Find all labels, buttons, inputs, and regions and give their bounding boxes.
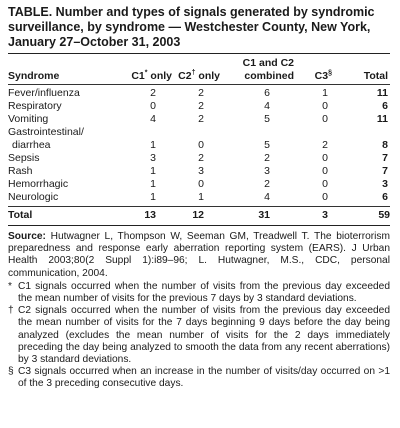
cell-c2: 2: [198, 152, 204, 164]
col-header-combined: combined: [220, 69, 294, 85]
signals-table: [8, 54, 390, 226]
table-row: [8, 152, 390, 165]
cell-c2: 2: [198, 100, 204, 112]
cell-c3: 0: [322, 165, 328, 177]
cell-total: 6: [382, 191, 388, 203]
cell-c1: 1: [150, 139, 156, 151]
cell-c3: 0: [322, 152, 328, 164]
cell-combined: 4: [264, 100, 270, 112]
cell-c1: 1: [150, 165, 156, 177]
cell-c3: 0: [322, 113, 328, 125]
cell-c3: 1: [322, 87, 328, 99]
cell-combined: 4: [264, 191, 270, 203]
table-row: [8, 191, 390, 207]
footnote-c2: [8, 305, 390, 366]
cell-total: 8: [382, 139, 388, 151]
table-row: [8, 85, 390, 101]
col-header-total: Total: [332, 69, 390, 85]
cell-c2: 12: [172, 207, 220, 226]
cell-c2: 1: [198, 191, 204, 203]
cell-syndrome: Neurologic: [8, 191, 59, 203]
header-group-label: C1 and C2: [242, 57, 294, 69]
cell-total: 3: [382, 178, 388, 190]
cell-total: 7: [382, 165, 388, 177]
cell-combined: 5: [264, 113, 270, 125]
cell-c1: 13: [120, 207, 172, 226]
footnote-text: C2 signals occurred when the number of visits from the previous day exceeded the mean number of visits for the 7 days beginning 9 days before the day being analyzed (excludes the mean number of visits for the 2 days immediately preceding the day being analyzed to smooth the data from any recent aberrations) by 3 standard deviations.: [18, 305, 390, 366]
cell-syndrome: Sepsis: [8, 152, 40, 164]
cell-syndrome: Vomiting: [8, 113, 49, 125]
footnote-c1: [8, 281, 390, 305]
source-label: Source:: [8, 231, 46, 242]
col-header-c3: C3§: [294, 69, 332, 85]
cell-combined: 5: [264, 139, 270, 151]
cell-total: 11: [376, 113, 388, 125]
cell-combined: 2: [264, 152, 270, 164]
cell-total: 11: [376, 87, 388, 99]
footnote-c3: [8, 366, 390, 390]
footnote-text: C1 signals occurred when the number of visits from the previous day exceeded the mean number of visits for the previous 7 days by 3 standard deviations.: [18, 280, 390, 305]
table-header-row: [8, 69, 390, 85]
cell-total: 7: [382, 152, 388, 164]
col-header-c1: C1* only: [120, 69, 172, 85]
cell-total: 59: [332, 207, 390, 226]
source-text: Hutwagner L, Thompson W, Seeman GM, Treadwell T. The bioterrorism preparedness and response early aberration reporting system (EARS). J Urban Health 2003;80(2 Suppl 1):i89–96; L. Hutwagner, M.S., CDC, personal communication, 2004.: [8, 231, 390, 279]
cell-c1: 1: [150, 191, 156, 203]
cell-total: 6: [382, 100, 388, 112]
cell-syndrome: Respiratory: [8, 100, 62, 112]
cell-combined: 3: [264, 165, 270, 177]
cell-c1: 0: [150, 100, 156, 112]
cell-syndrome: Fever/influenza: [8, 87, 80, 99]
cell-c2: 3: [198, 165, 204, 177]
cell-c3: 0: [322, 178, 328, 190]
cell-combined: 6: [264, 87, 270, 99]
cell-combined: 2: [264, 178, 270, 190]
table-notes: [8, 231, 390, 391]
total-row: [8, 207, 390, 226]
cell-c3: 3: [294, 207, 332, 226]
cell-syndrome: Total: [8, 207, 120, 226]
cell-combined: 31: [220, 207, 294, 226]
table-title: TABLE. Number and types of signals generated by syndromic surveillance, by syndrome — Westchester County, New York, January 27–October 31, 2003: [8, 5, 375, 49]
footnote-mark: †: [8, 305, 14, 317]
source-note: [8, 231, 390, 280]
table-row: [8, 126, 390, 139]
cell-c2: 0: [198, 139, 204, 151]
footnote-text: C3 signals occurred when an increase in the number of visits/day occurred on >1 of the 3 preceding consecutive days.: [18, 366, 390, 390]
footnote-mark: *: [8, 280, 12, 292]
cell-c3: 0: [322, 100, 328, 112]
document: [8, 5, 390, 391]
col-header-syndrome: Syndrome: [8, 69, 120, 85]
table-row: [8, 100, 390, 113]
cell-c1: 3: [150, 152, 156, 164]
cell-syndrome: Hemorrhagic: [8, 178, 69, 190]
table-row: [8, 178, 390, 191]
cell-c1: 2: [150, 87, 156, 99]
cell-c3: 0: [322, 191, 328, 203]
cell-syndrome: diarrhea: [12, 139, 51, 151]
cell-c3: 2: [322, 139, 328, 151]
cell-c1: 1: [150, 178, 156, 190]
cell-c2: 0: [198, 178, 204, 190]
table-row: [8, 139, 390, 152]
cell-c1: 4: [150, 113, 156, 125]
col-header-c2: C2† only: [172, 69, 220, 85]
cell-c2: 2: [198, 113, 204, 125]
cell-syndrome-line1: Gastrointestinal/: [8, 126, 84, 138]
table-row: [8, 165, 390, 178]
table-row: [8, 113, 390, 126]
cell-c2: 2: [198, 87, 204, 99]
cell-syndrome: Rash: [8, 165, 33, 177]
footnote-mark: §: [8, 366, 14, 378]
